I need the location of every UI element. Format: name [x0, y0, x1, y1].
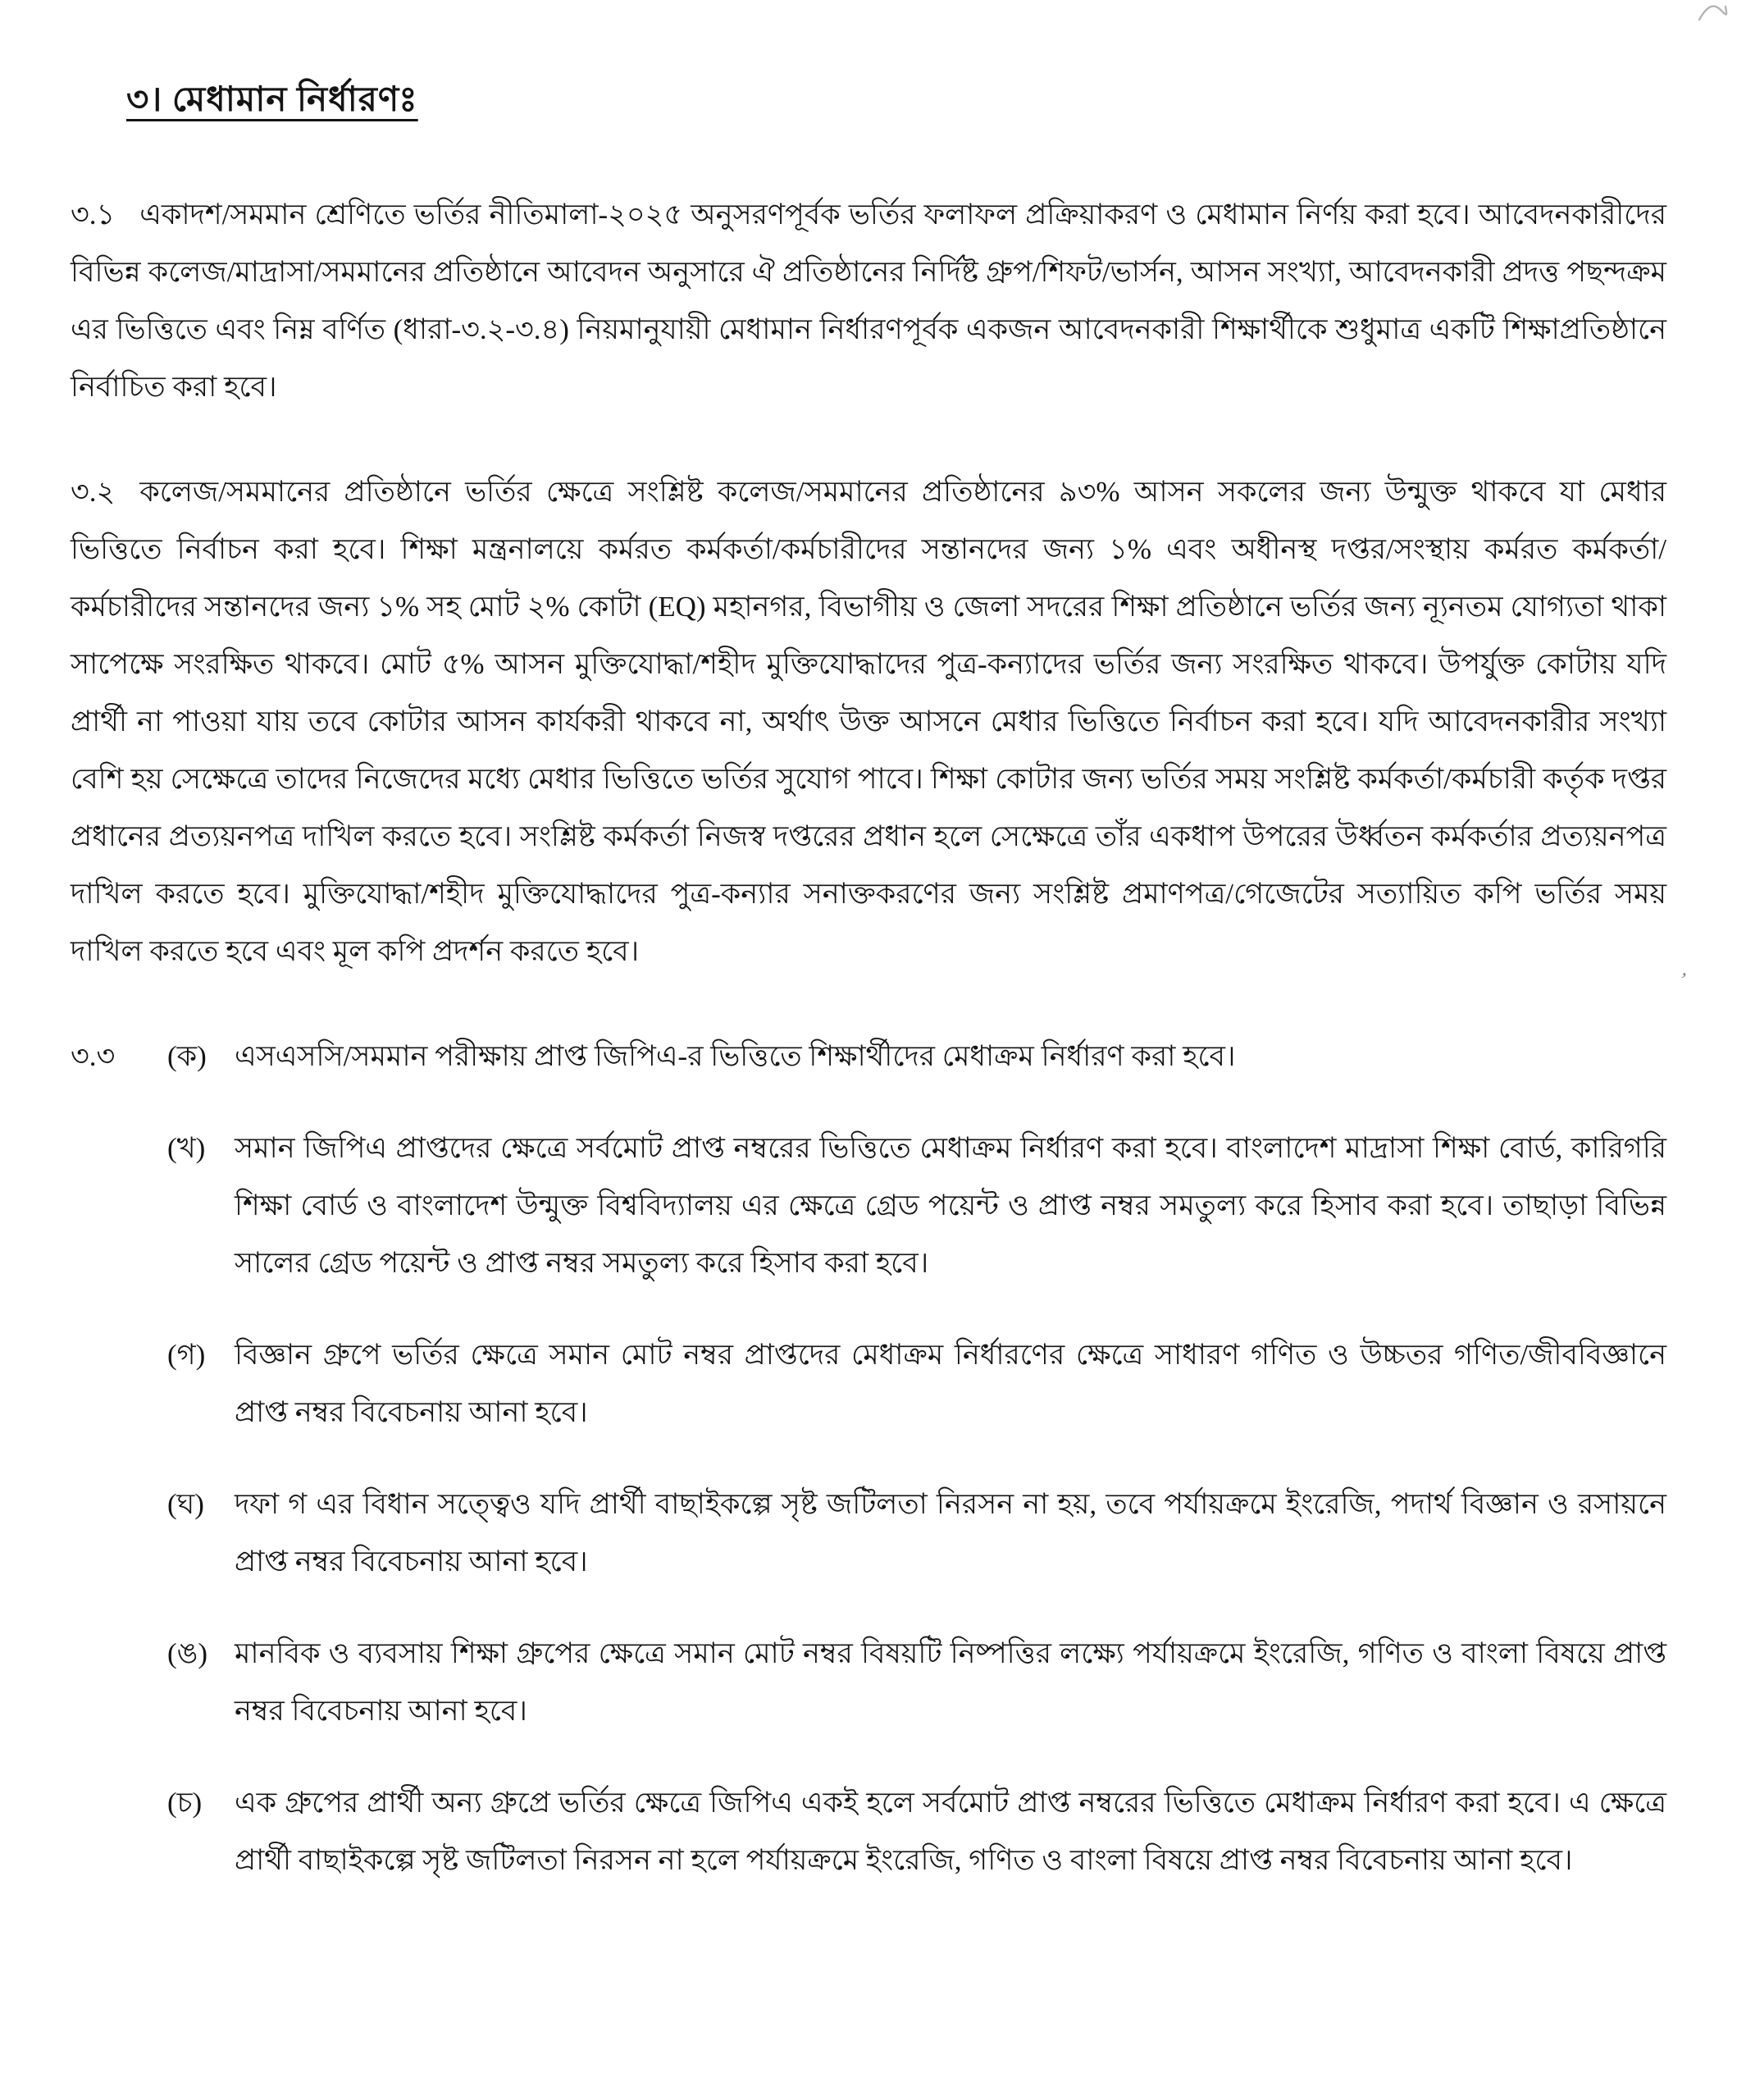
section-3-2-number: ৩.২	[71, 476, 116, 508]
item-text: সমান জিপিএ প্রাপ্তদের ক্ষেত্রে সর্বমোট প্রাপ্ত নম্বরের ভিত্তিতে মেধাক্রম নির্ধারণ করা হবে। বাংলাদেশ মাদ্রাসা শিক্ষা বোর্ড, কারিগরি শিক্ষা বোর্ড ও বাংলাদেশ উন্মুক্ত বিশ্ববিদ্যালয় এর ক্ষেত্রে গ্রেড পয়েন্ট ও প্রাপ্ত নম্বর সমতুল্য করে হিসাব করা হবে। তাছাড়া বিভিন্ন সালের গ্রেড পয়েন্ট ও প্রাপ্ত নম্বর সমতুল্য করে হিসাব করা হবে।	[235, 1132, 1666, 1279]
item-marker: (গ)	[167, 1339, 206, 1371]
stray-mark-icon: ’	[1675, 967, 1690, 993]
section-3-2	[71, 463, 1666, 980]
section-3-3-items	[167, 1028, 1666, 1889]
list-item-ka	[167, 1028, 1666, 1085]
item-text: বিজ্ঞান গ্রুপে ভর্তির ক্ষেত্রে সমান মোট নম্বর প্রাপ্তদের মেধাক্রম নির্ধারণের ক্ষেত্রে সাধারণ গণিত ও উচ্চতর গণিত/জীববিজ্ঞানে প্রাপ্ত নম্বর বিবেচনায় আনা হবে।	[235, 1339, 1666, 1428]
section-3-1-number: ৩.১	[71, 199, 116, 231]
list-item-gha	[167, 1476, 1666, 1591]
section-heading: ৩। মেধামান নির্ধারণঃ	[126, 81, 418, 119]
section-3-1	[71, 186, 1666, 416]
item-text: এক গ্রুপের প্রার্থী অন্য গ্রুপ্রে ভর্তির ক্ষেত্রে জিপিএ একই হলে সর্বমোট প্রাপ্ত নম্বরের ভিত্তিতে মেধাক্রম নির্ধারণ করা হবে। এ ক্ষেত্রে প্রার্থী বাছাইকল্পে সৃষ্ট জটিলতা নিরসন না হলে পর্যায়ক্রমে ইংরেজি, গণিত ও বাংলা বিষয়ে প্রাপ্ত নম্বর বিবেচনায় আনা হবে।	[235, 1787, 1666, 1876]
list-item-cha	[167, 1774, 1666, 1889]
item-marker: (ক)	[167, 1040, 207, 1072]
item-marker: (ঙ)	[167, 1637, 207, 1669]
section-3-1-text: একাদশ/সমমান শ্রেণিতে ভর্তির নীতিমালা-২০২৫ অনুসরণপূর্বক ভর্তির ফলাফল প্রক্রিয়াকরণ ও মেধামান নির্ণয় করা হবে। আবেদনকারীদের বিভিন্ন কলেজ/মাদ্রাসা/সমমানের প্রতিষ্ঠানে আবেদন অনুসারে ঐ প্রতিষ্ঠানের নির্দিষ্ট গ্রুপ/শিফট/ভার্সন, আসন সংখ্যা, আবেদনকারী প্রদত্ত পছন্দক্রম এর ভিত্তিতে এবং নিম্ন বর্ণিত (ধারা-৩.২-৩.৪) নিয়মানুযায়ী মেধামান নির্ধারণপূর্বক একজন আবেদনকারী শিক্ষার্থীকে শুধুমাত্র একটি শিক্ষাপ্রতিষ্ঠানে নির্বাচিত করা হবে।	[71, 199, 1666, 403]
item-text: মানবিক ও ব্যবসায় শিক্ষা গ্রুপের ক্ষেত্রে সমান মোট নম্বর বিষয়টি নিষ্পত্তির লক্ষ্যে পর্যায়ক্রমে ইংরেজি, গণিত ও বাংলা বিষয়ে প্রাপ্ত নম্বর বিবেচনায় আনা হবে।	[235, 1637, 1666, 1727]
section-3-2-text: কলেজ/সমমানের প্রতিষ্ঠানে ভর্তির ক্ষেত্রে সংশ্লিষ্ট কলেজ/সমমানের প্রতিষ্ঠানের ৯৩% আসন সকলের জন্য উন্মুক্ত থাকবে যা মেধার ভিত্তিতে নির্বাচন করা হবে। শিক্ষা মন্ত্রনালয়ে কর্মরত কর্মকর্তা/কর্মচারীদের সন্তানদের জন্য ১% এবং অধীনস্থ দপ্তর/সংস্থায় কর্মরত কর্মকর্তা/কর্মচারীদের সন্তানদের জন্য ১% সহ মোট ২% কোটা (EQ) মহানগর, বিভাগীয় ও জেলা সদরের শিক্ষা প্রতিষ্ঠানে ভর্তির জন্য ন্যূনতম যোগ্যতা থাকা সাপেক্ষে সংরক্ষিত থাকবে। মোট ৫% আসন মুক্তিযোদ্ধা/শহীদ মুক্তিযোদ্ধাদের পুত্র-কন্যাদের ভর্তির জন্য সংরক্ষিত থাকবে। উপর্যুক্ত কোটায় যদি প্রার্থী না পাওয়া যায় তবে কোটার আসন কার্যকরী থাকবে না, অর্থাৎ উক্ত আসনে মেধার ভিত্তিতে নির্বাচন করা হবে। যদি আবেদনকারীর সংখ্যা বেশি হয় সেক্ষেত্রে তাদের নিজেদের মধ্যে মেধার ভিত্তিতে ভর্তির সুযোগ পাবে। শিক্ষা কোটার জন্য ভর্তির সময় সংশ্লিষ্ট কর্মকর্তা/কর্মচারী কর্তৃক দপ্তর প্রধানের প্রত্যয়নপত্র দাখিল করতে হবে। সংশ্লিষ্ট কর্মকর্তা নিজস্ব দপ্তরের প্রধান হলে সেক্ষেত্রে তাঁর একধাপ উপরের উর্ধ্বতন কর্মকর্তার প্রত্যয়নপত্র দাখিল করতে হবে। মুক্তিযোদ্ধা/শহীদ মুক্তিযোদ্ধাদের পুত্র-কন্যার সনাক্তকরণের জন্য সংশ্লিষ্ট প্রমাণপত্র/গেজেটের সত্যায়িত কপি ভর্তির সময় দাখিল করতে হবে এবং মূল কপি প্রদর্শন করতে হবে।	[71, 476, 1666, 967]
item-text: দফা গ এর বিধান সত্ত্বেও যদি প্রার্থী বাছাইকল্পে সৃষ্ট জটিলতা নিরসন না হয়, তবে পর্যায়ক্রমে ইংরেজি, পদার্থ বিজ্ঞান ও রসায়নে প্রাপ্ত নম্বর বিবেচনায় আনা হবে।	[235, 1488, 1666, 1577]
item-marker: (চ)	[167, 1787, 203, 1819]
list-item-kha	[167, 1120, 1666, 1292]
item-marker: (ঘ)	[167, 1488, 204, 1520]
item-marker: (খ)	[167, 1132, 206, 1164]
section-3-3	[71, 1028, 1666, 1889]
pen-mark-icon	[1696, 2, 1729, 23]
list-item-uma	[167, 1625, 1666, 1740]
section-3-3-number: ৩.৩	[71, 1040, 116, 1072]
item-text: এসএসসি/সমমান পরীক্ষায় প্রাপ্ত জিপিএ-র ভিত্তিতে শিক্ষার্থীদের মেধাক্রম নির্ধারণ করা হবে।	[235, 1040, 1236, 1072]
list-item-ga	[167, 1326, 1666, 1441]
